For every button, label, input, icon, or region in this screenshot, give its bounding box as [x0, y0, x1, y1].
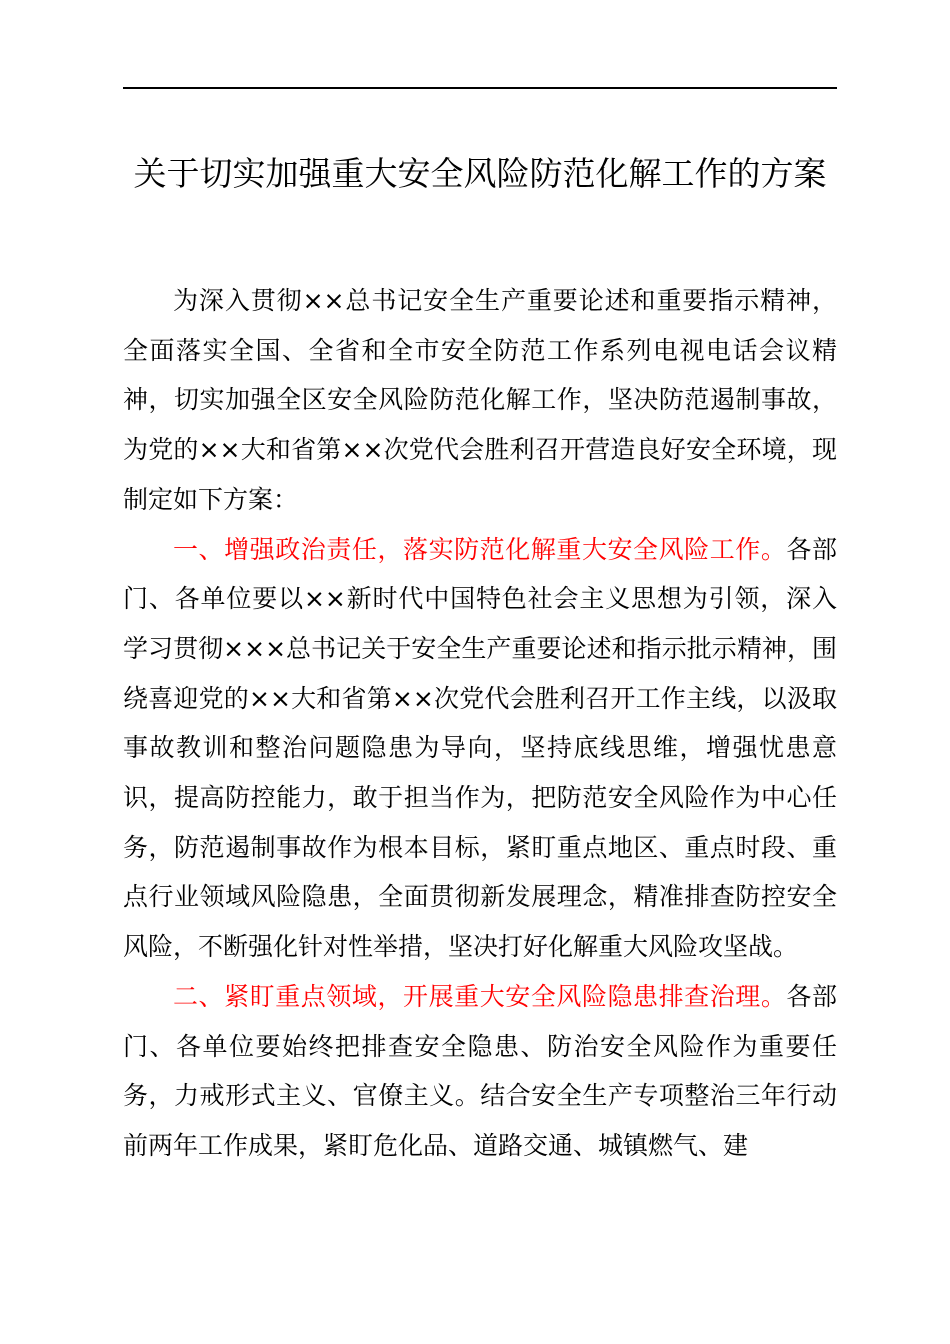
section-1-heading: 一、增强政治责任，落实防范化解重大安全风险工作。 [173, 534, 787, 564]
paragraph-section-1 [123, 525, 837, 972]
document-title: 关于切实加强重大安全风险防范化解工作的方案 [133, 154, 827, 193]
section-2-heading: 二、紧盯重点领域，开展重大安全风险隐患排查治理。 [173, 981, 787, 1011]
paragraph-section-2 [123, 972, 837, 1171]
section-1-text: 各部门、各单位要以××新时代中国特色社会主义思想为引领，深入学习贯彻×××总书记关于安全生产重要论述和指示批示精神，围绕喜迎党的××大和省第××次党代会胜利召开工作主线，以汲取事故教训和整治问题隐患为导向，坚持底线思维，增强忧患意识，提高防控能力，敢于担当作为，把防范安全风险作为中心任务，防范遏制事故作为根本目标，紧盯重点地区、重点时段、重点行业领域风险隐患，全面贯彻新发展理念，精准排查防控安全风险，不断强化针对性举措，坚决打好化解重大风险攻坚战。 [123, 534, 837, 962]
paragraph-intro-text: 为深入贯彻××总书记安全生产重要论述和重要指示精神，全面落实全国、全省和全市安全防范工作系列电视电话会议精神，切实加强全区安全风险防范化解工作，坚决防范遏制事故，为党的××大和省第××次党代会胜利召开营造良好安全环境，现制定如下方案： [123, 286, 837, 514]
header-rule [123, 87, 837, 89]
document-body [123, 276, 837, 1171]
paragraph-intro [123, 276, 837, 525]
section-2-text: 各部门、各单位要始终把排查安全隐患、防治安全风险作为重要任务，力戒形式主义、官僚主义。结合安全生产专项整治三年行动前两年工作成果，紧盯危化品、道路交通、城镇燃气、建 [123, 981, 837, 1160]
